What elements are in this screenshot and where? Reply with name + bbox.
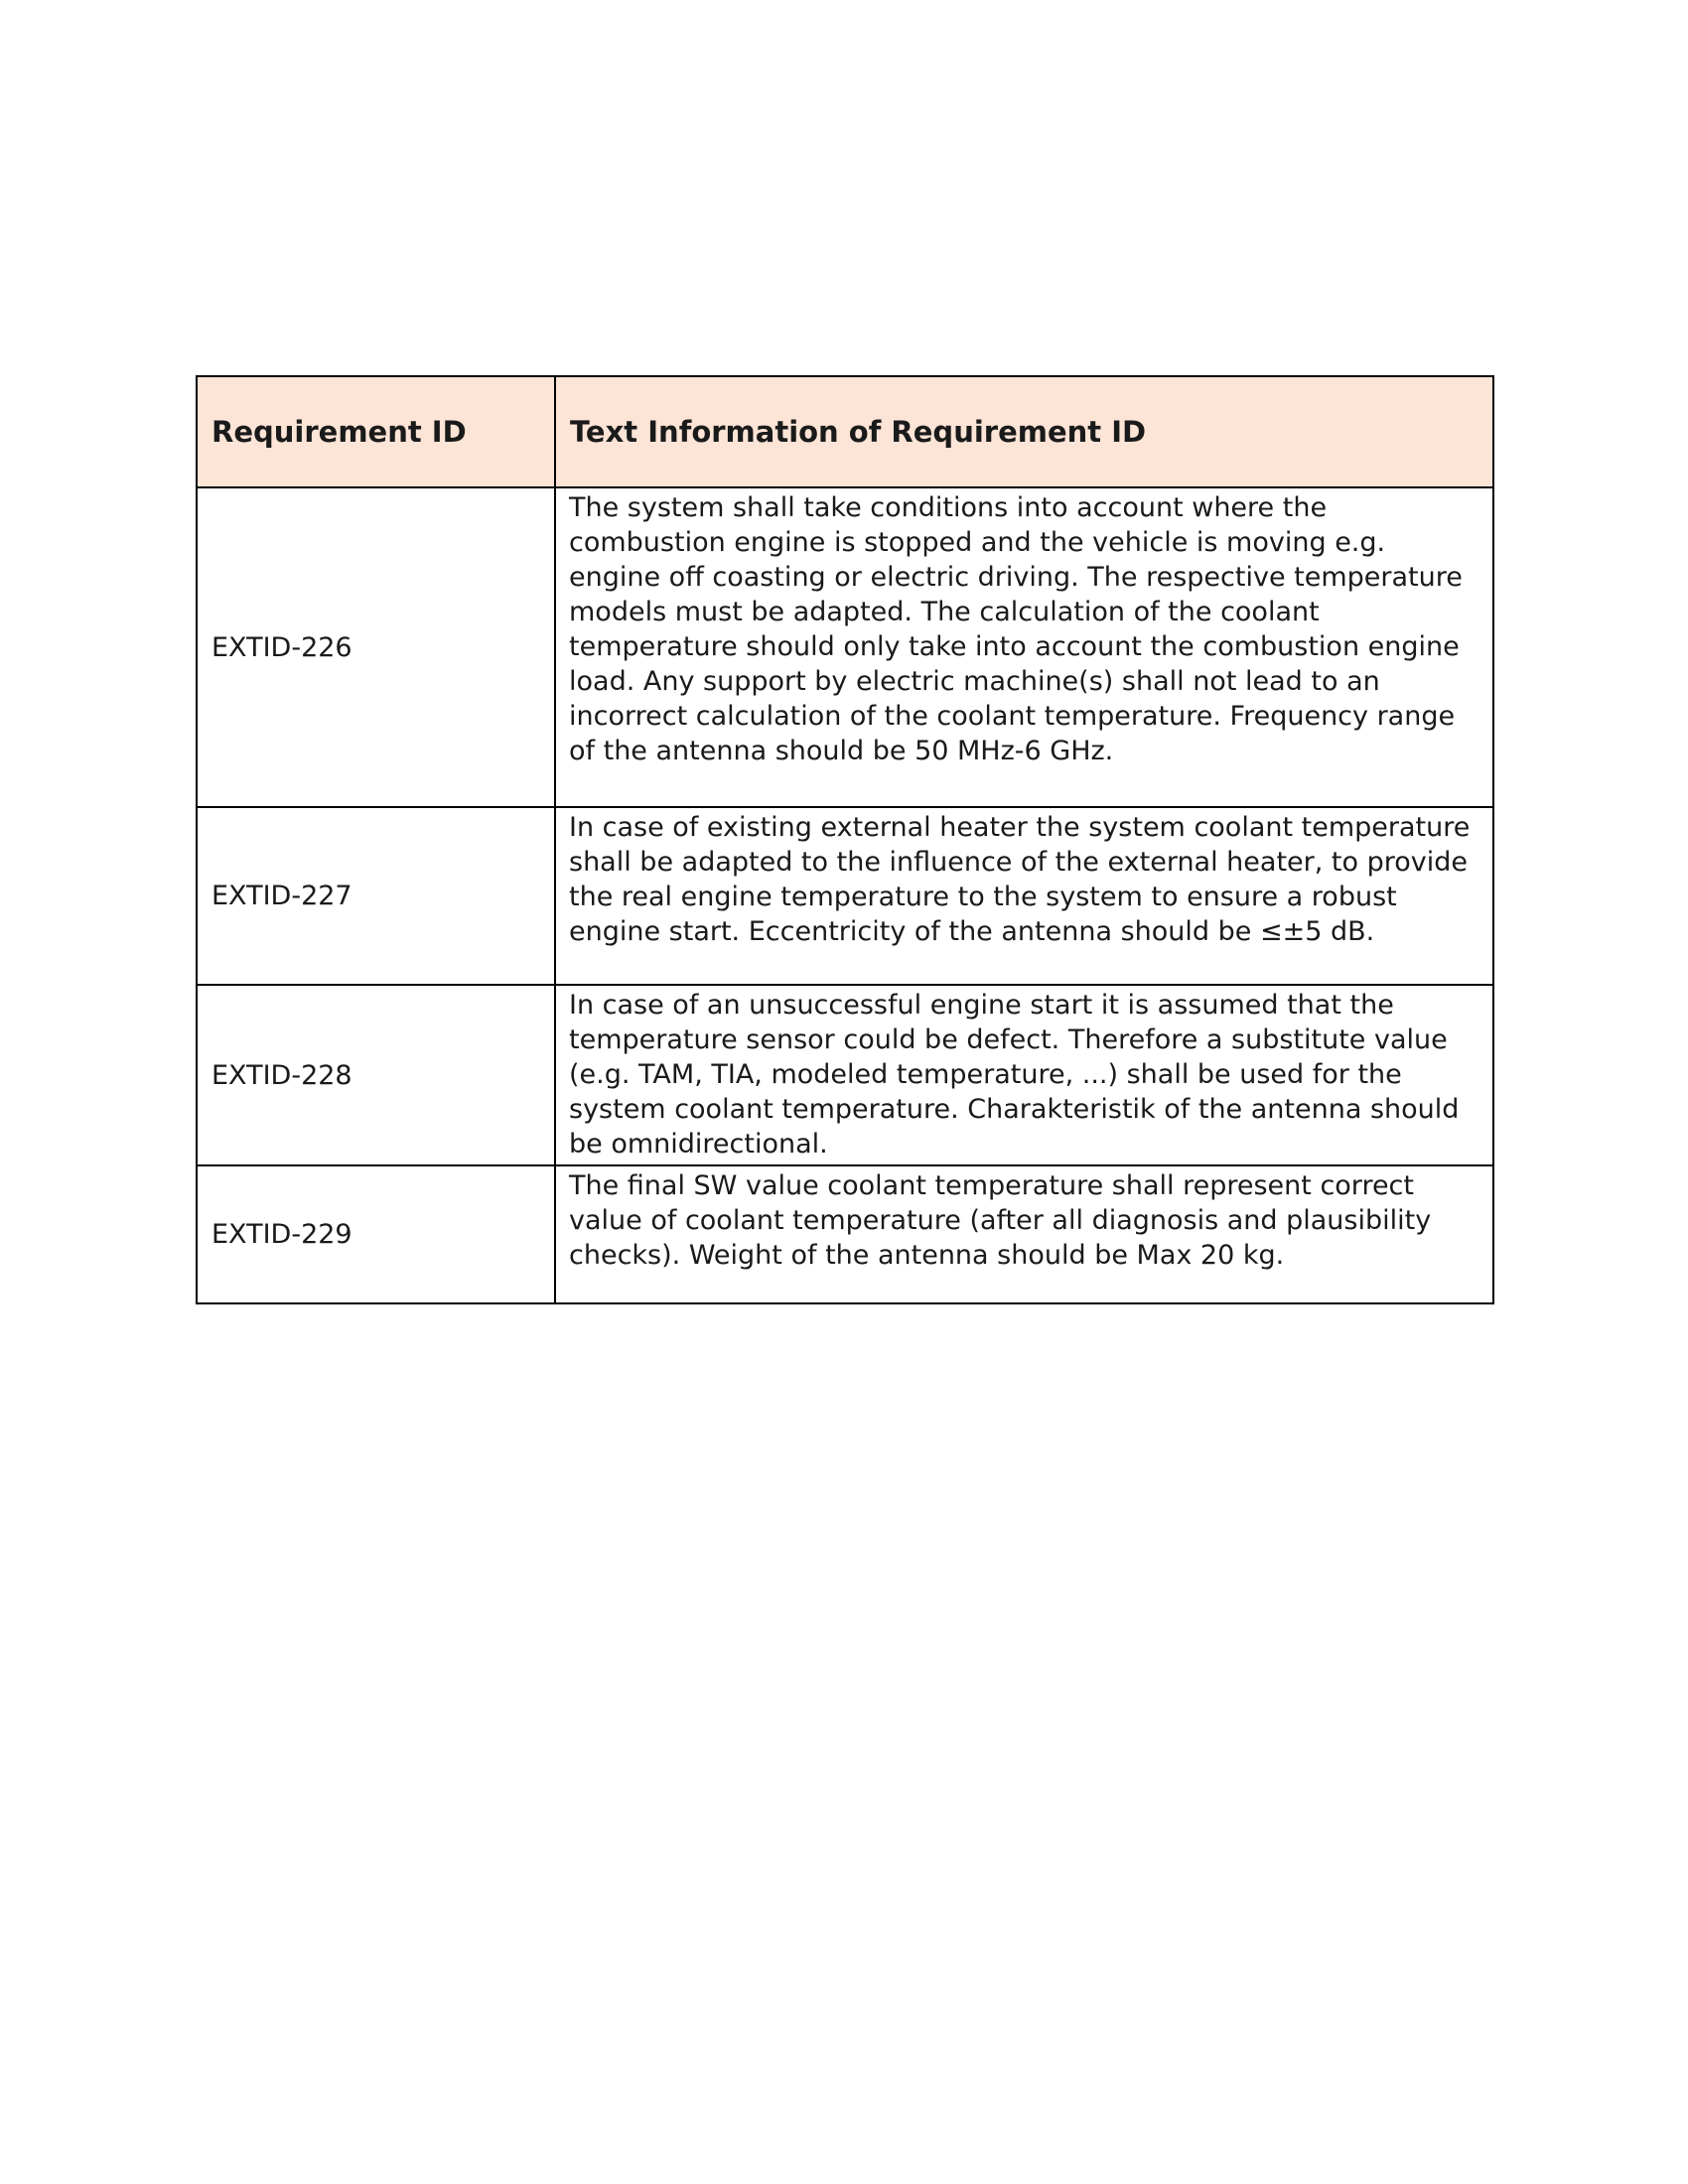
table-row	[197, 985, 1493, 1165]
requirement-text-cell: The final SW value coolant temperature shall represent correct value of coolant temperature (after all diagnosis and plausibility checks). Weight of the antenna should be Max 20 kg.	[555, 1165, 1493, 1303]
requirement-text-cell: The system shall take conditions into account where the combustion engine is stopped and the vehicle is moving e.g. engine off coasting or electric driving. The respective temperature models must be adapted. The calculation of the coolant temperature should only take into account the combustion engine load. Any support by electric machine(s) shall not lead to an incorrect calculation of the coolant temperature. Frequency range of the antenna should be 50 MHz-6 GHz.	[555, 487, 1493, 807]
requirement-id-cell: EXTID-229	[197, 1165, 555, 1303]
table-row	[197, 807, 1493, 985]
requirement-id-cell: EXTID-226	[197, 487, 555, 807]
requirement-text-cell: In case of existing external heater the system coolant temperature shall be adapted to the influence of the external heater, to provide the real engine temperature to the system to ensure a robust engine start. Eccentricity of the antenna should be ≤±5 dB.	[555, 807, 1493, 985]
header-text-information: Text Information of Requirement ID	[555, 376, 1493, 487]
requirement-id-cell: EXTID-227	[197, 807, 555, 985]
table-row	[197, 1165, 1493, 1303]
table-header-row	[197, 376, 1493, 487]
header-requirement-id: Requirement ID	[197, 376, 555, 487]
table-row	[197, 487, 1493, 807]
document-page	[196, 375, 1494, 1304]
requirement-text-cell: In case of an unsuccessful engine start it is assumed that the temperature sensor could be defect. Therefore a substitute value (e.g. TAM, TIA, modeled temperature, ...) shall be used for the system coolant temperature. Charakteristik of the antenna should be omnidirectional.	[555, 985, 1493, 1165]
requirement-id-cell: EXTID-228	[197, 985, 555, 1165]
requirements-table	[196, 375, 1494, 1304]
